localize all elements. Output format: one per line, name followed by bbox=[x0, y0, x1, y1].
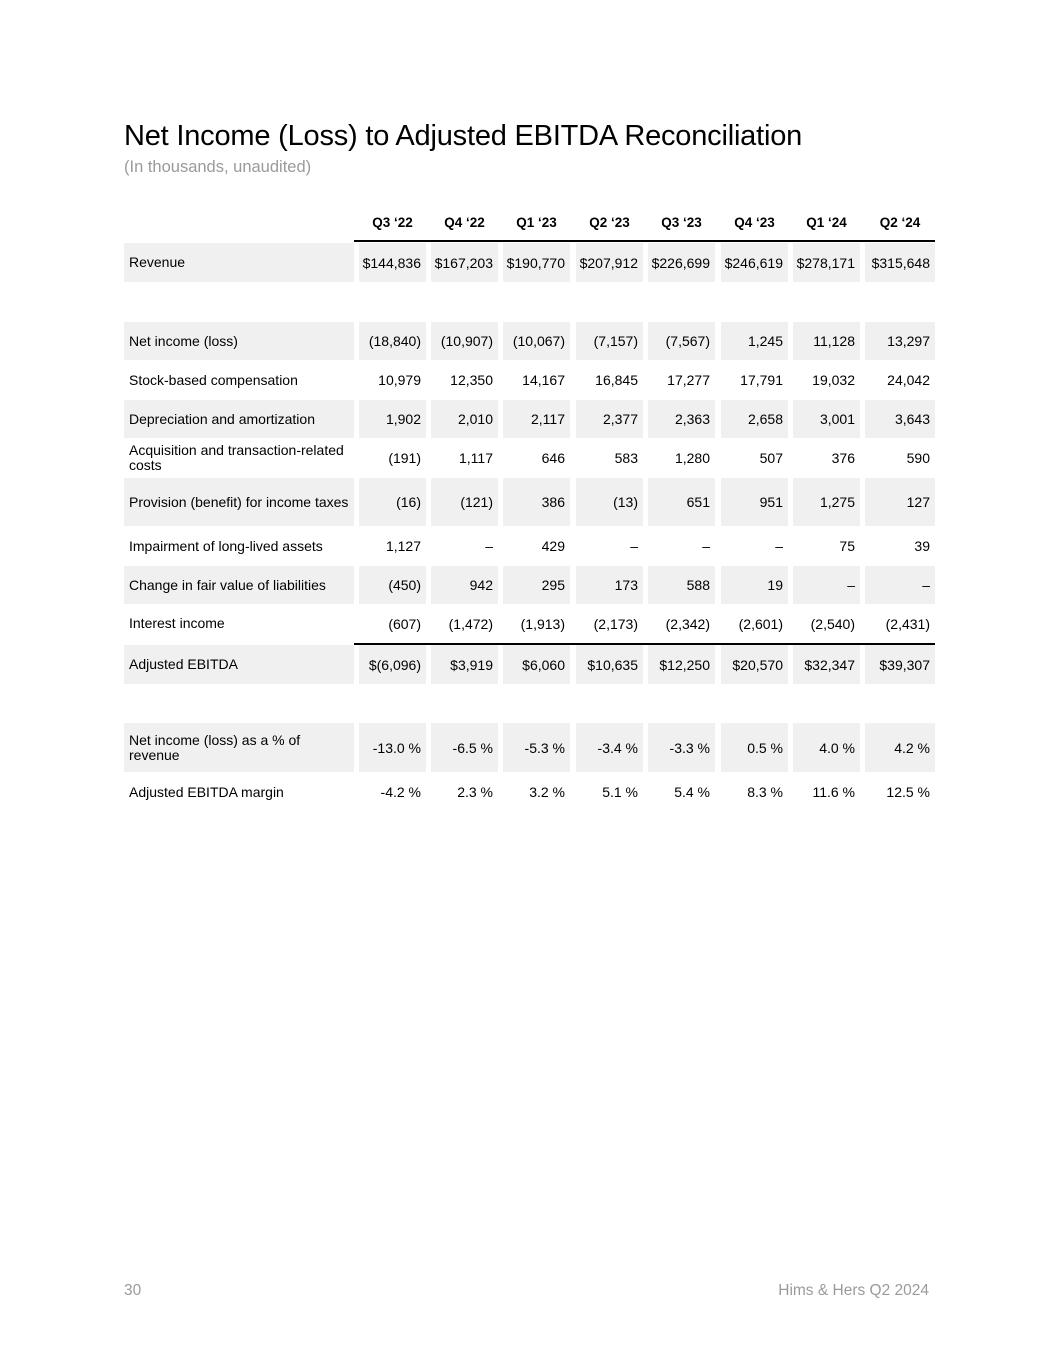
table-cell: $167,203 bbox=[431, 243, 498, 282]
table-row-acquisition-costs bbox=[124, 438, 935, 478]
table-cell: (13) bbox=[576, 478, 643, 526]
column-header: Q1 ‘24 bbox=[806, 214, 847, 230]
table-cell: 16,845 bbox=[595, 372, 638, 388]
table-cell: $6,060 bbox=[503, 645, 570, 684]
table-cell: 507 bbox=[759, 450, 783, 466]
table-cell: (7,567) bbox=[648, 322, 715, 360]
table-cell: (2,601) bbox=[738, 615, 783, 632]
row-label: Revenue bbox=[124, 243, 354, 282]
table-row-impairment bbox=[124, 526, 935, 566]
table-cell: (7,157) bbox=[576, 322, 643, 360]
table-cell: 17,277 bbox=[667, 372, 710, 388]
table-cell: (191) bbox=[388, 450, 421, 466]
table-cell: $10,635 bbox=[576, 645, 643, 684]
column-header: Q2 ‘23 bbox=[589, 214, 630, 230]
table-cell: 10,979 bbox=[378, 372, 421, 388]
table-row-depreciation bbox=[124, 400, 935, 438]
table-cell: 1,902 bbox=[359, 400, 426, 438]
table-cell: (1,472) bbox=[448, 615, 493, 632]
table-cell: 2,117 bbox=[503, 400, 570, 438]
row-label: Net income (loss) bbox=[124, 322, 354, 360]
table-row-income-taxes bbox=[124, 478, 935, 526]
table-cell: (2,540) bbox=[810, 615, 855, 632]
table-cell: 4.0 % bbox=[793, 723, 860, 772]
table-cell: $32,347 bbox=[793, 645, 860, 684]
table-cell: (121) bbox=[431, 478, 498, 526]
table-cell: 24,042 bbox=[887, 372, 930, 388]
table-row-net-income-percent bbox=[124, 723, 935, 772]
table-cell: 11.6 % bbox=[812, 784, 855, 800]
table-cell: 1,275 bbox=[793, 478, 860, 526]
table-cell: -13.0 % bbox=[359, 723, 426, 772]
row-label: Adjusted EBITDA margin bbox=[129, 783, 284, 800]
table-cell: $39,307 bbox=[865, 645, 935, 684]
table-cell: 951 bbox=[721, 478, 788, 526]
table-cell: $226,699 bbox=[648, 243, 715, 282]
row-label: Stock-based compensation bbox=[129, 371, 298, 388]
table-cell: (1,913) bbox=[520, 615, 565, 632]
table-cell: 2.3 % bbox=[457, 784, 493, 800]
table-cell: – bbox=[630, 538, 638, 554]
table-cell: 2,658 bbox=[721, 400, 788, 438]
table-cell: (607) bbox=[388, 615, 421, 632]
table-row-adjusted-ebitda bbox=[124, 645, 935, 684]
table-cell: 295 bbox=[503, 566, 570, 604]
table-cell: 386 bbox=[503, 478, 570, 526]
column-header: Q3 ‘23 bbox=[661, 214, 702, 230]
table-cell: – bbox=[775, 538, 783, 554]
table-cell: 1,117 bbox=[459, 450, 493, 466]
table-cell: 39 bbox=[914, 538, 930, 554]
table-cell: (10,067) bbox=[503, 322, 570, 360]
table-row-interest-income bbox=[124, 604, 935, 643]
row-label: Net income (loss) as a % of revenue bbox=[124, 723, 354, 772]
table-cell: -3.3 % bbox=[648, 723, 715, 772]
table-cell: 2,010 bbox=[431, 400, 498, 438]
column-header: Q3 ‘22 bbox=[372, 214, 413, 230]
table-cell: 646 bbox=[541, 450, 565, 466]
table-cell: $207,912 bbox=[576, 243, 643, 282]
table-cell: 1,127 bbox=[385, 538, 421, 554]
page-title: Net Income (Loss) to Adjusted EBITDA Reconciliation bbox=[124, 120, 803, 152]
table-cell: $190,770 bbox=[503, 243, 570, 282]
table-cell: (2,342) bbox=[665, 615, 710, 632]
table-cell: 12,350 bbox=[450, 372, 493, 388]
table-cell: 173 bbox=[576, 566, 643, 604]
table-cell: 2,363 bbox=[648, 400, 715, 438]
table-cell: $246,619 bbox=[721, 243, 788, 282]
table-cell: 588 bbox=[648, 566, 715, 604]
table-cell: 5.4 % bbox=[674, 784, 710, 800]
table-cell: 5.1 % bbox=[602, 784, 638, 800]
table-cell: 19,032 bbox=[812, 372, 855, 388]
table-cell: $20,570 bbox=[721, 645, 788, 684]
column-header: Q1 ‘23 bbox=[516, 214, 557, 230]
table-row-fair-value-change bbox=[124, 566, 935, 604]
table-cell: – bbox=[702, 538, 710, 554]
column-header: Q4 ‘22 bbox=[444, 214, 485, 230]
table-cell: 14,167 bbox=[522, 372, 565, 388]
table-cell: 1,245 bbox=[721, 322, 788, 360]
table-cell: 4.2 % bbox=[865, 723, 935, 772]
row-label: Depreciation and amortization bbox=[124, 400, 354, 438]
table-cell: 127 bbox=[865, 478, 935, 526]
table-cell: 942 bbox=[431, 566, 498, 604]
table-cell: 19 bbox=[721, 566, 788, 604]
column-header: Q2 ‘24 bbox=[879, 214, 921, 230]
table-cell: $12,250 bbox=[648, 645, 715, 684]
table-cell: -4.2 % bbox=[380, 784, 421, 800]
table-cell: 75 bbox=[839, 538, 855, 554]
table-cell: 651 bbox=[648, 478, 715, 526]
table-cell: – bbox=[865, 566, 935, 604]
table-cell: 1,280 bbox=[674, 450, 710, 466]
table-cell: $278,171 bbox=[793, 243, 860, 282]
table-cell: -6.5 % bbox=[431, 723, 498, 772]
footer-brand: Hims & Hers Q2 2024 bbox=[778, 1282, 929, 1299]
table-cell: 590 bbox=[906, 450, 930, 466]
column-header: Q4 ‘23 bbox=[734, 214, 775, 230]
table-cell: 2,377 bbox=[576, 400, 643, 438]
table-cell: 3.2 % bbox=[529, 784, 565, 800]
table-cell: $3,919 bbox=[431, 645, 498, 684]
row-label: Adjusted EBITDA bbox=[124, 645, 354, 684]
row-label: Acquisition and transaction-related costs bbox=[129, 442, 344, 473]
table-cell: $(6,096) bbox=[359, 645, 426, 684]
table-row-ebitda-margin bbox=[124, 772, 935, 812]
table-cell: 8.3 % bbox=[747, 784, 783, 800]
table-cell: (2,173) bbox=[593, 615, 638, 632]
table-cell: 429 bbox=[541, 538, 565, 554]
table-cell: (18,840) bbox=[359, 322, 426, 360]
table-row-net-income bbox=[124, 322, 935, 360]
row-label: Interest income bbox=[129, 615, 225, 631]
row-label: Change in fair value of liabilities bbox=[124, 566, 354, 604]
table-cell: $315,648 bbox=[865, 243, 935, 282]
table-cell: 11,128 bbox=[793, 322, 860, 360]
page-number: 30 bbox=[124, 1282, 142, 1299]
table-cell: -5.3 % bbox=[503, 723, 570, 772]
table-cell: 3,001 bbox=[793, 400, 860, 438]
table-cell: (10,907) bbox=[431, 322, 498, 360]
table-cell: 13,297 bbox=[865, 322, 935, 360]
table-cell: -3.4 % bbox=[576, 723, 643, 772]
table-cell: (450) bbox=[359, 566, 426, 604]
table-cell: 12.5 % bbox=[886, 784, 930, 800]
table-cell: (2,431) bbox=[885, 615, 930, 632]
table-cell: 3,643 bbox=[865, 400, 935, 438]
table-cell: 17,791 bbox=[740, 372, 783, 388]
table-cell: $144,836 bbox=[359, 243, 426, 282]
table-row-stock-compensation bbox=[124, 360, 935, 400]
row-label: Impairment of long-lived assets bbox=[129, 537, 323, 554]
table-cell: – bbox=[485, 538, 493, 554]
table-cell: 583 bbox=[614, 450, 638, 466]
row-label: Provision (benefit) for income taxes bbox=[124, 478, 354, 526]
table-cell: – bbox=[793, 566, 860, 604]
page-subtitle: (In thousands, unaudited) bbox=[124, 158, 312, 176]
table-row-revenue bbox=[124, 243, 935, 282]
table-cell: (16) bbox=[359, 478, 426, 526]
table-header-row bbox=[124, 204, 935, 240]
header-divider bbox=[354, 240, 935, 242]
table-cell: 376 bbox=[831, 450, 855, 466]
table-cell: 0.5 % bbox=[721, 723, 788, 772]
